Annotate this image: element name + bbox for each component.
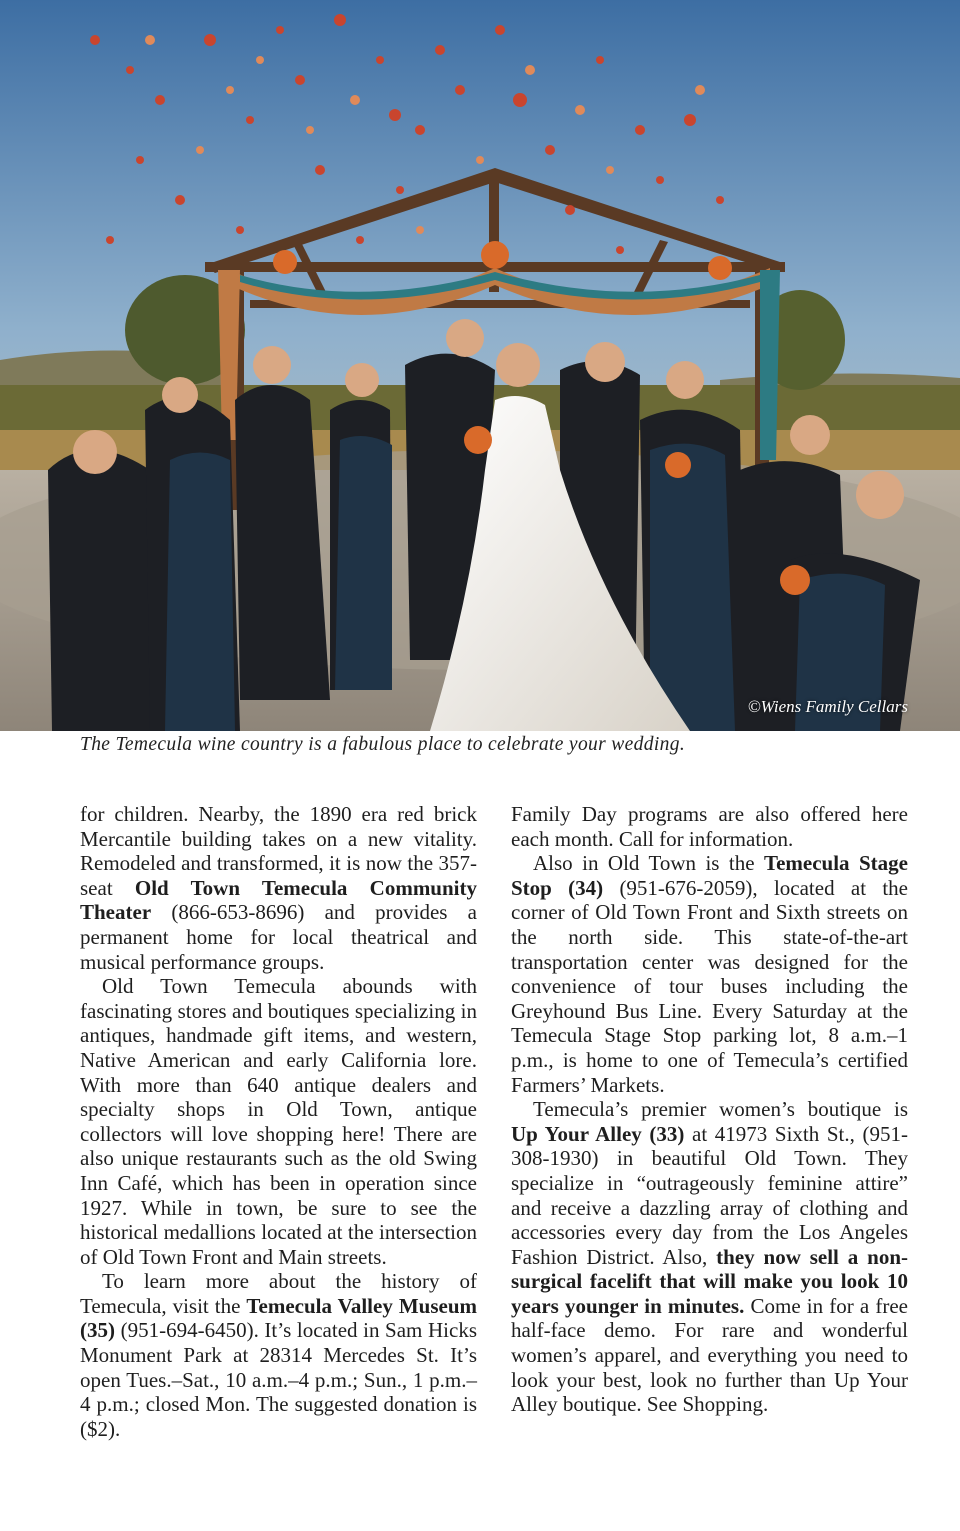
- venue-name: Up Your Alley (33): [511, 1121, 685, 1146]
- paragraph: Temecula’s premier women’s boutique is Up Your Alley (33) at 41973 Sixth St., (951-308-1930) in beautiful Old Town. They specialize in “outrageously feminine attire” and receive a dazzling array of clothing and accessories every day from the Los Angeles Fashion District. Also, they now sell a non-surgical facelift that will make you look 10 years younger in minutes. Come in for a free half-face demo. For rare and wonderful women’s apparel, and everything you need to look your best, look no further than Up Your Alley boutique. See Shopping.: [511, 1097, 909, 1417]
- wedding-photo: [0, 0, 960, 731]
- paragraph: Old Town Temecula abounds with fascinating stores and boutiques specializing in antiques, handmade gift items, and western, Native American and early California lore. With more than 640 antique dealers and specialty shops in Old Town, antique collectors will love shopping here! There are also unique restaurants such as the old Swing Inn Café, which has been in operation since 1927. While in town, be sure to see the historical medallions located at the intersection of Old Town Front and Main streets.: [80, 974, 477, 1269]
- paragraph: Family Day programs are also offered here each month. Call for information.: [511, 802, 908, 851]
- venue-name: Temecula Valley Museum (35): [80, 1293, 477, 1343]
- photo-credit: ©Wiens Family Cellars: [747, 697, 908, 716]
- venue-name: Old Town Temecula Community Theater: [80, 875, 477, 925]
- right-column: [511, 802, 908, 1417]
- photo-caption: The Temecula wine country is a fabulous place to celebrate your wedding.: [80, 734, 686, 755]
- left-column: [80, 802, 477, 1441]
- paragraph: Also in Old Town is the Temecula Stage Stop (34) (951-676-2059), located at the corner of Old Town Front and Sixth streets on the north side. This state-of-the-art transportation center was designed for the convenience of tour buses including the Greyhound Bus Line. Every Saturday at the Temecula Stage Stop parking lot, 8 a.m.–1 p.m., is home to one of Temecula’s certified Farmers’ Markets.: [511, 851, 908, 1097]
- venue-name: Temecula Stage Stop (34): [511, 851, 908, 900]
- paragraph: for children. Nearby, the 1890 era red brick Mercantile building takes on a new vitality. Remodeled and transformed, it is now the 357-seat Old Town Temecula Community Theater (866-653-8696) and provides a permanent home for local theatrical and musical performance groups.: [80, 802, 477, 974]
- paragraph: To learn more about the history of Temecula, visit the Temecula Valley Museum (35) (951-694-6450). It’s located in Sam Hicks Monument Park at 28314 Mercedes St. It’s open Tues.–Sat., 10 a.m.–4 p.m.; Sun., 1 p.m.–4 p.m.; closed Mon. The suggested donation is ($2).: [80, 1269, 477, 1441]
- promo-text: they now sell a non-surgical facelift that will make you look 10 years younger in minutes.: [511, 1244, 908, 1318]
